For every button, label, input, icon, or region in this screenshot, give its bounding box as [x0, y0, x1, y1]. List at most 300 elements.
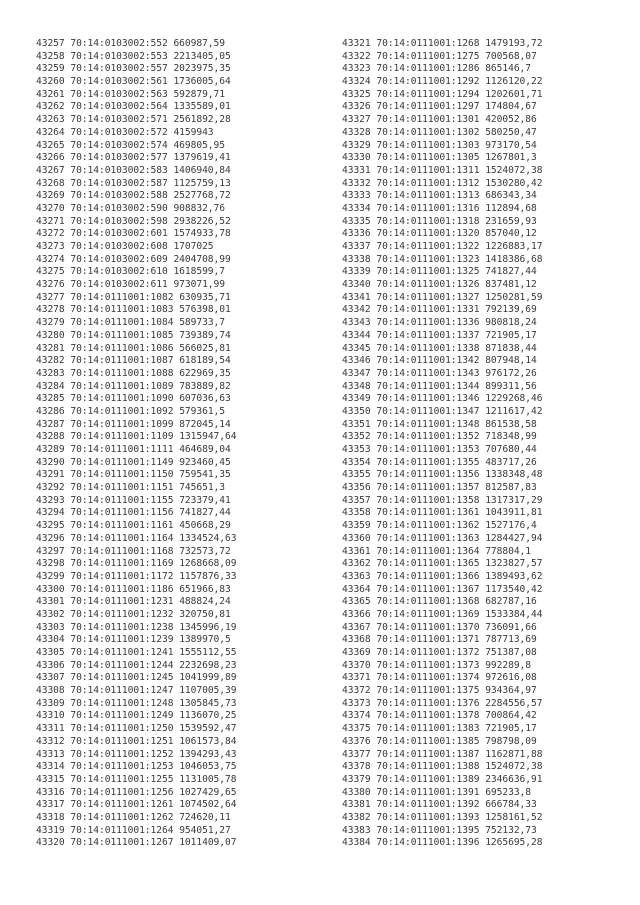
- value: 580250,47: [485, 126, 537, 138]
- value: 1574933,78: [173, 228, 231, 240]
- value: 651966,83: [179, 583, 231, 595]
- table-row: [342, 76, 542, 89]
- table-row: [36, 622, 236, 635]
- table-row: [36, 457, 236, 470]
- cadastral-number: 70:14:0111001:1302: [376, 126, 480, 138]
- row-number: 43356: [342, 482, 371, 494]
- row-number: 43292: [36, 482, 65, 494]
- cadastral-number: 70:14:0111001:1388: [376, 761, 480, 773]
- table-row: [36, 51, 236, 64]
- table-row: [342, 558, 542, 571]
- table-row: [36, 203, 236, 216]
- value: 1524072,38: [485, 164, 543, 176]
- table-row: [342, 571, 542, 584]
- row-number: 43263: [36, 114, 65, 126]
- row-number: 43355: [342, 469, 371, 481]
- value: 1136070,25: [179, 710, 237, 722]
- cadastral-number: 70:14:0111001:1320: [376, 228, 480, 240]
- cadastral-number: 70:14:0103002:552: [70, 38, 168, 49]
- cadastral-number: 70:14:0111001:1262: [70, 811, 174, 823]
- row-number: 43316: [36, 786, 65, 798]
- cadastral-number: 70:14:0111001:1245: [70, 672, 174, 684]
- table-row: [36, 634, 236, 647]
- table-row: [342, 457, 542, 470]
- table-row: [36, 533, 236, 546]
- row-number: 43291: [36, 469, 65, 481]
- cadastral-number: 70:14:0111001:1083: [70, 304, 174, 316]
- row-number: 43334: [342, 202, 371, 214]
- value: 231659,93: [485, 215, 537, 227]
- row-number: 43380: [342, 786, 371, 798]
- cadastral-number: 70:14:0111001:1297: [376, 101, 480, 113]
- table-row: [36, 736, 236, 749]
- cadastral-number: 70:14:0111001:1151: [70, 482, 174, 494]
- row-number: 43286: [36, 405, 65, 417]
- value: 752132,73: [485, 824, 537, 836]
- row-number: 43351: [342, 418, 371, 430]
- table-row: [342, 634, 542, 647]
- row-number: 43341: [342, 291, 371, 303]
- cadastral-number: 70:14:0111001:1238: [70, 621, 174, 633]
- table-row: [36, 698, 236, 711]
- cadastral-number: 70:14:0111001:1353: [376, 444, 480, 455]
- row-number: 43327: [342, 114, 371, 126]
- cadastral-number: 70:14:0111001:1368: [376, 596, 480, 608]
- value: 778804,1: [485, 545, 531, 557]
- table-row: [342, 406, 542, 419]
- cadastral-number: 70:14:0111001:1356: [376, 469, 480, 481]
- table-row: [342, 698, 542, 711]
- cadastral-number: 70:14:0111001:1331: [376, 304, 480, 316]
- table-row: [342, 736, 542, 749]
- row-number: 43303: [36, 621, 65, 633]
- table-row: [36, 431, 236, 444]
- cadastral-number: 70:14:0111001:1373: [376, 659, 480, 671]
- value: 483717,26: [485, 456, 537, 468]
- row-number: 43373: [342, 697, 371, 709]
- value: 759541,35: [179, 469, 231, 481]
- value: 320750,81: [179, 608, 231, 620]
- row-number: 43273: [36, 241, 65, 252]
- cadastral-number: 70:14:0111001:1247: [70, 685, 174, 697]
- row-number: 43354: [342, 456, 371, 468]
- value: 1043911,81: [485, 507, 543, 519]
- table-row: [342, 647, 542, 660]
- row-number: 43361: [342, 545, 371, 557]
- table-row: [36, 825, 236, 838]
- row-number: 43369: [342, 647, 371, 658]
- table-row: [36, 330, 236, 343]
- table-row: [342, 837, 542, 850]
- row-number: 43290: [36, 456, 65, 468]
- value: 972616,08: [485, 672, 537, 684]
- cadastral-number: 70:14:0111001:1374: [376, 672, 480, 684]
- cadastral-number: 70:14:0111001:1378: [376, 710, 480, 722]
- value: 618189,54: [179, 355, 231, 367]
- right-column: [342, 38, 542, 850]
- table-row: [342, 178, 542, 191]
- table-row: [342, 355, 542, 368]
- table-row: [36, 317, 236, 330]
- table-row: [342, 38, 542, 51]
- table-row: [36, 419, 236, 432]
- row-number: 43377: [342, 748, 371, 760]
- cadastral-number: 70:14:0103002:574: [70, 139, 168, 151]
- cadastral-number: 70:14:0111001:1261: [70, 799, 174, 811]
- table-row: [36, 304, 236, 317]
- cadastral-number: 70:14:0111001:1087: [70, 355, 174, 367]
- value: 1284427,94: [485, 532, 543, 544]
- row-number: 43374: [342, 710, 371, 722]
- table-row: [36, 228, 236, 241]
- cadastral-number: 70:14:0103002:561: [70, 76, 168, 88]
- value: 1389493,62: [485, 570, 543, 582]
- value: 1126120,22: [485, 76, 543, 88]
- cadastral-number: 70:14:0111001:1371: [376, 634, 480, 646]
- row-number: 43300: [36, 583, 65, 595]
- cadastral-number: 70:14:0103002:601: [70, 228, 168, 240]
- cadastral-number: 70:14:0111001:1363: [376, 532, 480, 544]
- value: 1334524,63: [179, 532, 237, 544]
- value: 700568,07: [485, 50, 537, 62]
- row-number: 43337: [342, 241, 371, 252]
- value: 739389,74: [179, 329, 231, 341]
- row-number: 43304: [36, 634, 65, 646]
- value: 464689,04: [179, 444, 231, 455]
- row-number: 43311: [36, 723, 65, 735]
- row-number: 43298: [36, 558, 65, 570]
- table-row: [342, 672, 542, 685]
- row-number: 43345: [342, 342, 371, 354]
- value: 1379619,41: [173, 152, 231, 164]
- value: 700864,42: [485, 710, 537, 722]
- row-number: 43364: [342, 583, 371, 595]
- table-row: [342, 254, 542, 267]
- cadastral-number: 70:14:0111001:1301: [376, 114, 480, 126]
- table-row: [36, 507, 236, 520]
- table-row: [342, 685, 542, 698]
- table-row: [36, 216, 236, 229]
- table-row: [342, 343, 542, 356]
- row-number: 43283: [36, 367, 65, 379]
- table-row: [342, 51, 542, 64]
- row-number: 43271: [36, 215, 65, 227]
- cadastral-number: 70:14:0111001:1395: [376, 824, 480, 836]
- row-number: 43318: [36, 811, 65, 823]
- value: 724620,11: [179, 811, 231, 823]
- row-number: 43363: [342, 570, 371, 582]
- value: 2404708,99: [173, 253, 231, 265]
- row-number: 43379: [342, 773, 371, 785]
- cadastral-number: 70:14:0111001:1355: [376, 456, 480, 468]
- table-row: [342, 89, 542, 102]
- cadastral-number: 70:14:0111001:1303: [376, 139, 480, 151]
- table-row: [342, 368, 542, 381]
- table-row: [342, 241, 542, 254]
- cadastral-number: 70:14:0111001:1232: [70, 608, 174, 620]
- table-row: [342, 101, 542, 114]
- cadastral-number: 70:14:0111001:1376: [376, 697, 480, 709]
- row-number: 43368: [342, 634, 371, 646]
- row-number: 43353: [342, 444, 371, 455]
- table-row: [36, 469, 236, 482]
- table-row: [342, 622, 542, 635]
- cadastral-number: 70:14:0111001:1322: [376, 241, 480, 252]
- table-row: [36, 647, 236, 660]
- cadastral-number: 70:14:0111001:1252: [70, 748, 174, 760]
- value: 695233,8: [485, 786, 531, 798]
- row-number: 43343: [342, 317, 371, 329]
- value: 1305845,73: [179, 697, 237, 709]
- table-row: [36, 76, 236, 89]
- cadastral-number: 70:14:0111001:1362: [376, 520, 480, 532]
- table-row: [36, 178, 236, 191]
- value: 622969,35: [179, 367, 231, 379]
- row-number: 43280: [36, 329, 65, 341]
- table-row: [36, 787, 236, 800]
- value: 686343,34: [485, 190, 537, 202]
- cadastral-number: 70:14:0111001:1172: [70, 570, 174, 582]
- value: 1539592,47: [179, 723, 237, 735]
- value: 976172,26: [485, 367, 537, 379]
- row-number: 43338: [342, 253, 371, 265]
- row-number: 43347: [342, 367, 371, 379]
- table-row: [36, 672, 236, 685]
- row-number: 43266: [36, 152, 65, 164]
- cadastral-number: 70:14:0111001:1239: [70, 634, 174, 646]
- table-row: [36, 837, 236, 850]
- row-number: 43319: [36, 824, 65, 836]
- cadastral-number: 70:14:0103002:610: [70, 266, 168, 278]
- table-row: [342, 165, 542, 178]
- cadastral-number: 70:14:0111001:1326: [376, 279, 480, 291]
- table-row: [342, 114, 542, 127]
- table-row: [342, 749, 542, 762]
- row-number: 43326: [342, 101, 371, 113]
- row-number: 43265: [36, 139, 65, 151]
- cadastral-number: 70:14:0111001:1082: [70, 291, 174, 303]
- row-number: 43320: [36, 837, 65, 849]
- row-number: 43332: [342, 177, 371, 189]
- table-row: [342, 825, 542, 838]
- table-row: [36, 63, 236, 76]
- value: 1267801,3: [485, 152, 537, 164]
- row-number: 43323: [342, 63, 371, 75]
- cadastral-number: 70:14:0111001:1367: [376, 583, 480, 595]
- table-row: [36, 114, 236, 127]
- cadastral-number: 70:14:0111001:1088: [70, 367, 174, 379]
- value: 1524072,38: [485, 761, 543, 773]
- row-number: 43307: [36, 672, 65, 684]
- row-number: 43289: [36, 444, 65, 455]
- cadastral-number: 70:14:0111001:1161: [70, 520, 174, 532]
- table-row: [36, 609, 236, 622]
- value: 980818,24: [485, 317, 537, 329]
- value: 1394293,43: [179, 748, 237, 760]
- cadastral-number: 70:14:0111001:1164: [70, 532, 174, 544]
- row-number: 43288: [36, 431, 65, 443]
- table-row: [342, 228, 542, 241]
- cadastral-number: 70:14:0111001:1396: [376, 837, 480, 849]
- value: 973170,54: [485, 139, 537, 151]
- cadastral-number: 70:14:0111001:1090: [70, 393, 174, 405]
- row-number: 43295: [36, 520, 65, 532]
- value: 1074502,64: [179, 799, 237, 811]
- value: 1707025: [173, 241, 214, 252]
- row-number: 43284: [36, 380, 65, 392]
- value: 807948,14: [485, 355, 537, 367]
- value: 592879,71: [173, 88, 225, 100]
- row-number: 43268: [36, 177, 65, 189]
- table-row: [36, 292, 236, 305]
- value: 1211617,42: [485, 405, 543, 417]
- value: 1061573,84: [179, 735, 237, 747]
- table-row: [342, 507, 542, 520]
- table-row: [36, 660, 236, 673]
- row-number: 43299: [36, 570, 65, 582]
- row-number: 43381: [342, 799, 371, 811]
- table-row: [36, 482, 236, 495]
- row-number: 43366: [342, 608, 371, 620]
- table-row: [36, 774, 236, 787]
- cadastral-number: 70:14:0103002:583: [70, 164, 168, 176]
- table-row: [342, 419, 542, 432]
- table-row: [342, 152, 542, 165]
- table-row: [36, 710, 236, 723]
- cadastral-number: 70:14:0103002:588: [70, 190, 168, 202]
- row-number: 43259: [36, 63, 65, 75]
- row-number: 43322: [342, 50, 371, 62]
- row-number: 43269: [36, 190, 65, 202]
- row-number: 43276: [36, 279, 65, 291]
- table-row: [36, 254, 236, 267]
- cadastral-number: 70:14:0111001:1364: [376, 545, 480, 557]
- cadastral-number: 70:14:0103002:608: [70, 241, 168, 252]
- value: 2938226,52: [173, 215, 231, 227]
- table-row: [342, 482, 542, 495]
- cadastral-number: 70:14:0103002:564: [70, 101, 168, 113]
- row-number: 43281: [36, 342, 65, 354]
- value: 682787,16: [485, 596, 537, 608]
- row-number: 43328: [342, 126, 371, 138]
- table-row: [342, 279, 542, 292]
- value: 1041999,89: [179, 672, 237, 684]
- row-number: 43293: [36, 494, 65, 506]
- table-row: [36, 152, 236, 165]
- row-number: 43324: [342, 76, 371, 88]
- value: 1533384,44: [485, 608, 543, 620]
- table-row: [342, 660, 542, 673]
- table-row: [342, 304, 542, 317]
- table-row: [36, 406, 236, 419]
- cadastral-number: 70:14:0111001:1085: [70, 329, 174, 341]
- value: 1406940,84: [173, 164, 231, 176]
- value: 745651,3: [179, 482, 225, 494]
- table-row: [36, 165, 236, 178]
- cadastral-number: 70:14:0111001:1389: [376, 773, 480, 785]
- cadastral-number: 70:14:0103002:611: [70, 279, 168, 291]
- row-number: 43383: [342, 824, 371, 836]
- table-row: [36, 343, 236, 356]
- table-row: [36, 495, 236, 508]
- row-number: 43309: [36, 697, 65, 709]
- table-row: [36, 368, 236, 381]
- value: 1131005,78: [179, 773, 237, 785]
- cadastral-number: 70:14:0111001:1294: [376, 88, 480, 100]
- value: 1268668,09: [179, 558, 237, 570]
- cadastral-number: 70:14:0111001:1343: [376, 367, 480, 379]
- cadastral-number: 70:14:0111001:1375: [376, 685, 480, 697]
- value: 488824,24: [179, 596, 231, 608]
- cadastral-number: 70:14:0111001:1253: [70, 761, 174, 773]
- table-row: [342, 812, 542, 825]
- value: 1027429,65: [179, 786, 237, 798]
- table-row: [342, 596, 542, 609]
- table-row: [342, 127, 542, 140]
- cadastral-number: 70:14:0111001:1385: [376, 735, 480, 747]
- row-number: 43305: [36, 647, 65, 658]
- table-row: [36, 355, 236, 368]
- value: 751387,08: [485, 647, 537, 658]
- value: 2284556,57: [485, 697, 543, 709]
- value: 1479193,72: [485, 38, 543, 49]
- row-number: 43331: [342, 164, 371, 176]
- value: 174804,67: [485, 101, 537, 113]
- cadastral-number: 70:14:0111001:1361: [376, 507, 480, 519]
- row-number: 43336: [342, 228, 371, 240]
- table-row: [36, 571, 236, 584]
- value: 1335589,01: [173, 101, 231, 113]
- row-number: 43315: [36, 773, 65, 785]
- table-row: [342, 431, 542, 444]
- cadastral-number: 70:14:0111001:1244: [70, 659, 174, 671]
- cadastral-number: 70:14:0111001:1305: [376, 152, 480, 164]
- cadastral-number: 70:14:0103002:571: [70, 114, 168, 126]
- table-row: [342, 469, 542, 482]
- table-row: [36, 101, 236, 114]
- row-number: 43306: [36, 659, 65, 671]
- value: 707680,44: [485, 444, 537, 455]
- value: 2213405,05: [173, 50, 231, 62]
- cadastral-number: 70:14:0111001:1336: [376, 317, 480, 329]
- table-row: [342, 317, 542, 330]
- cadastral-number: 70:14:0111001:1348: [376, 418, 480, 430]
- value: 908832,76: [173, 202, 225, 214]
- value: 923460,45: [179, 456, 231, 468]
- table-row: [342, 546, 542, 559]
- row-number: 43302: [36, 608, 65, 620]
- cadastral-number: 70:14:0111001:1150: [70, 469, 174, 481]
- value: 1258161,52: [485, 811, 543, 823]
- table-row: [342, 444, 542, 457]
- cadastral-number: 70:14:0111001:1370: [376, 621, 480, 633]
- cadastral-number: 70:14:0111001:1248: [70, 697, 174, 709]
- value: 718348,99: [485, 431, 537, 443]
- row-number: 43371: [342, 672, 371, 684]
- cadastral-number: 70:14:0111001:1346: [376, 393, 480, 405]
- cadastral-number: 70:14:0111001:1311: [376, 164, 480, 176]
- cadastral-number: 70:14:0103002:563: [70, 88, 168, 100]
- row-number: 43260: [36, 76, 65, 88]
- cadastral-number: 70:14:0111001:1393: [376, 811, 480, 823]
- value: 589733,7: [179, 317, 225, 329]
- value: 2561892,28: [173, 114, 231, 126]
- table-row: [342, 216, 542, 229]
- table-row: [342, 761, 542, 774]
- cadastral-number: 70:14:0103002:577: [70, 152, 168, 164]
- row-number: 43296: [36, 532, 65, 544]
- row-number: 43367: [342, 621, 371, 633]
